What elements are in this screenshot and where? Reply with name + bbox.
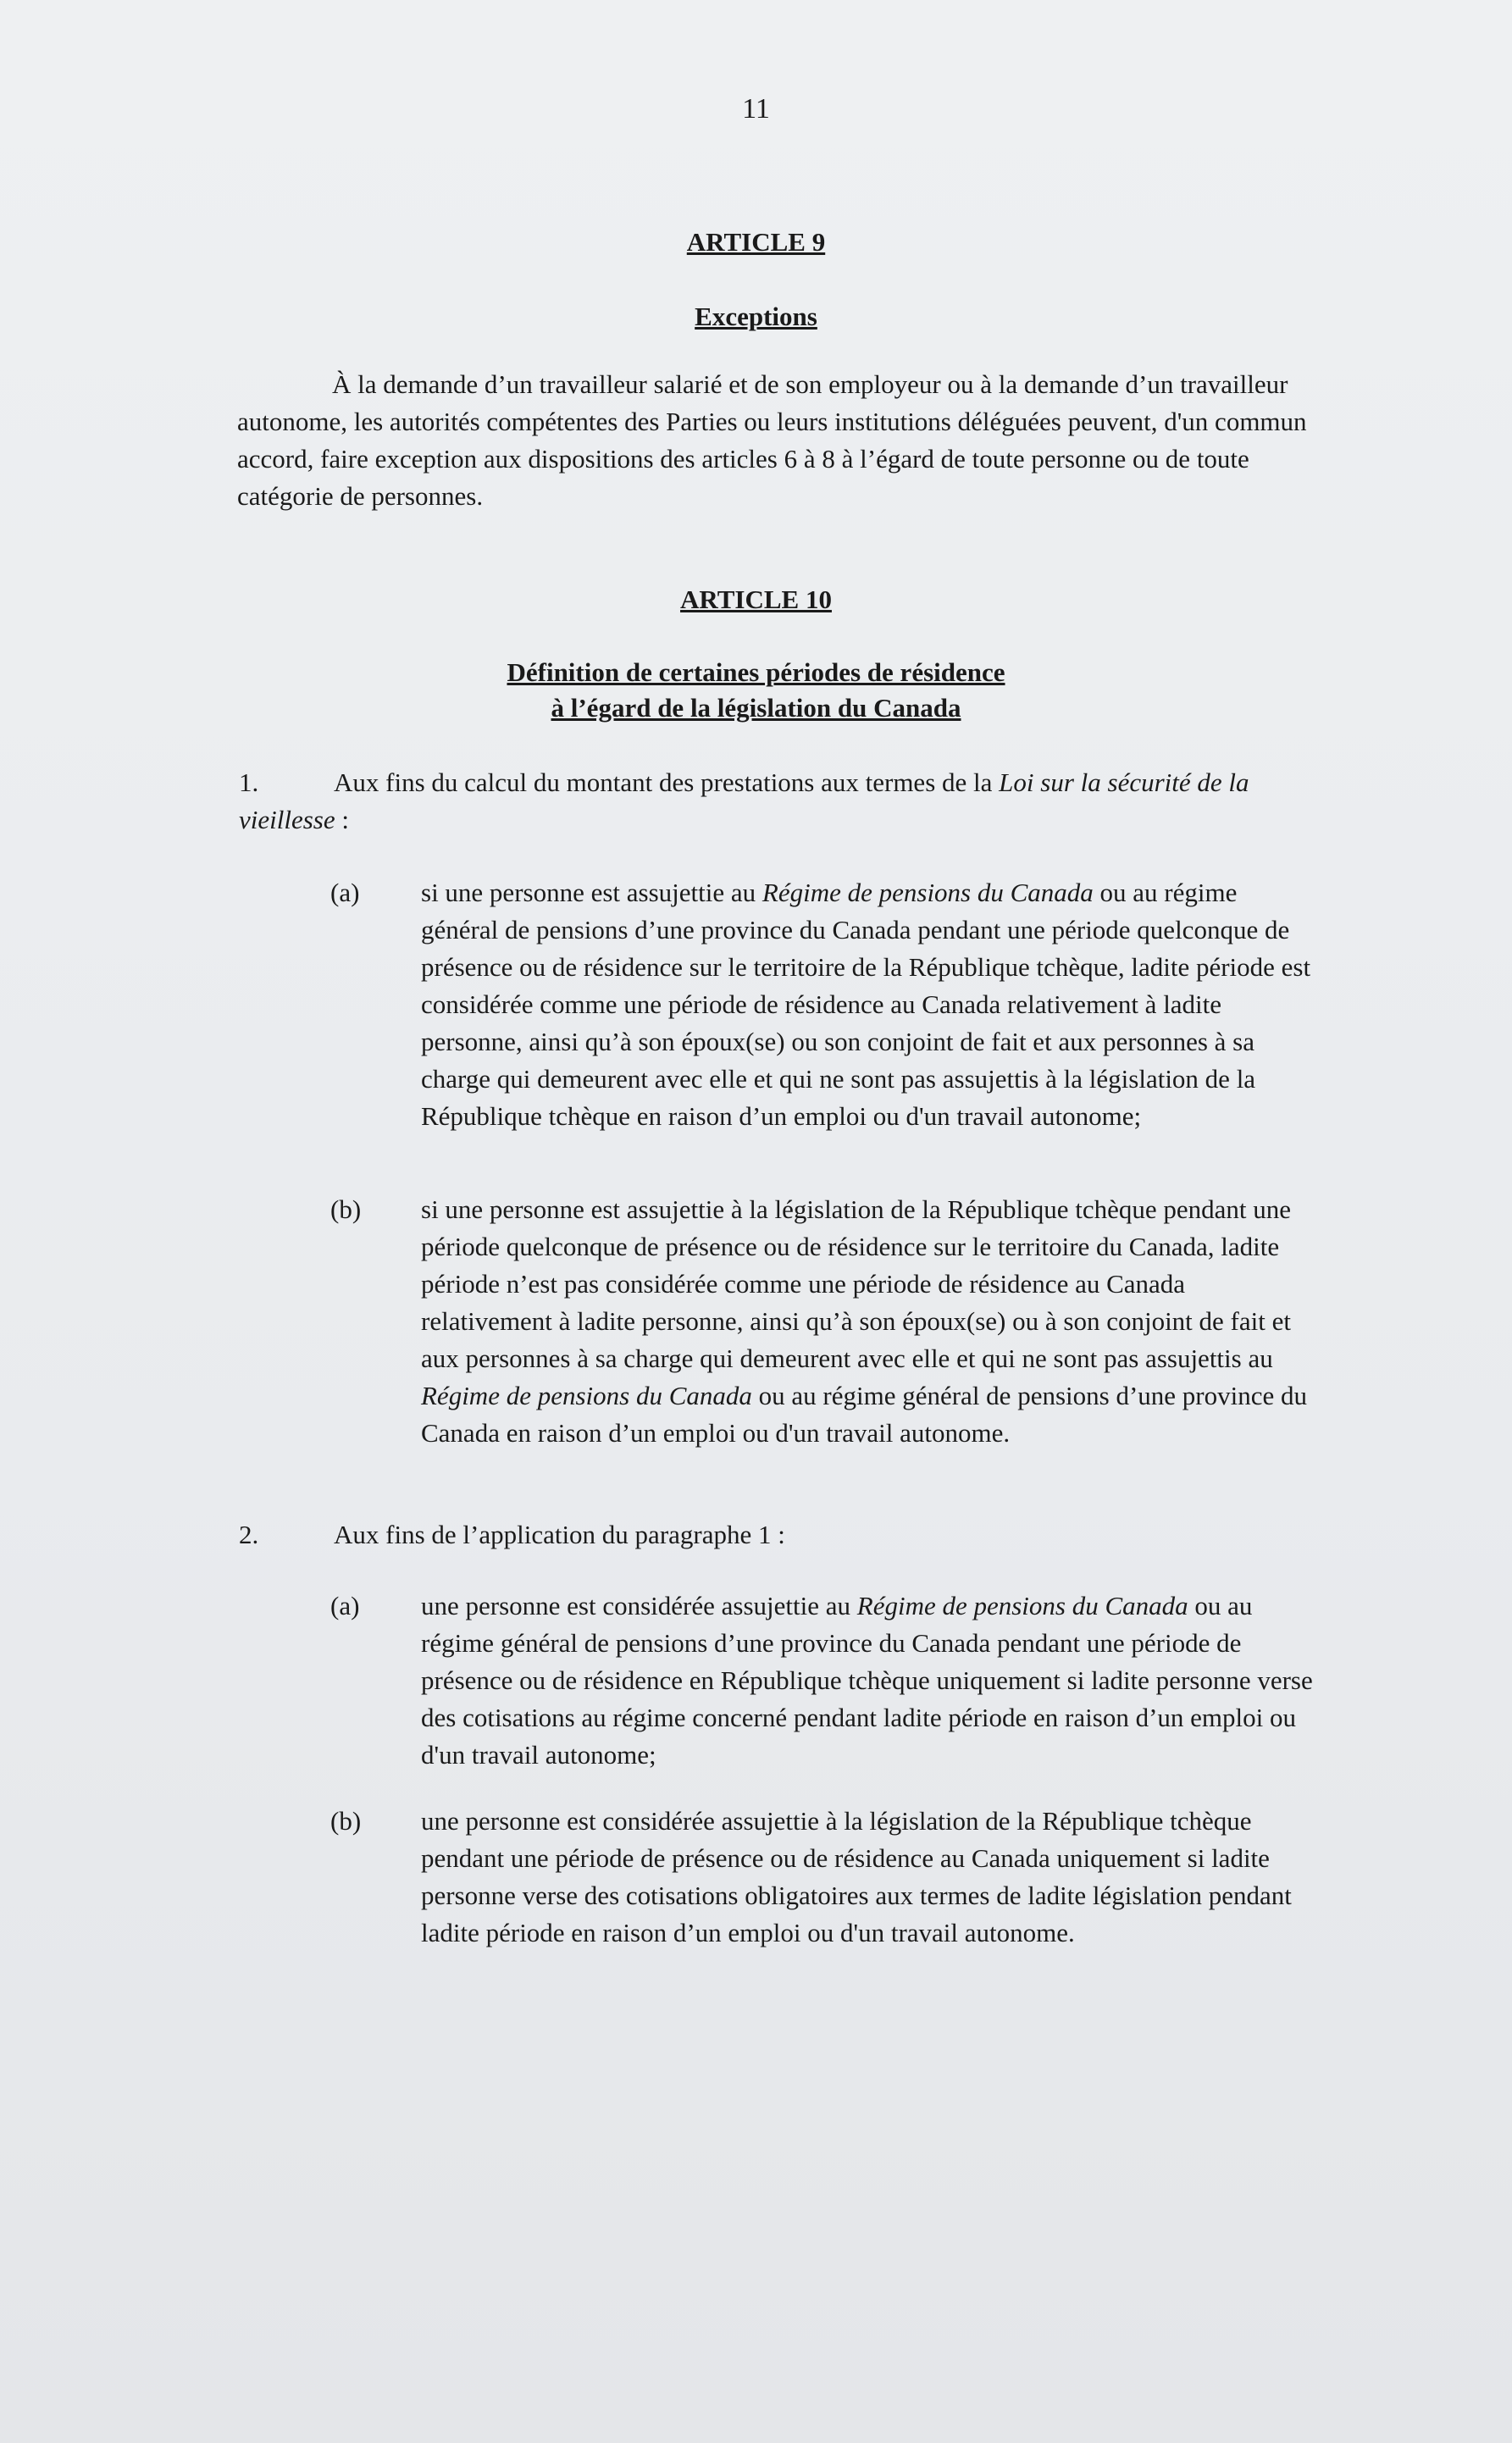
paragraph-1a-label: (a) [330, 878, 360, 907]
paragraph-2b-label: (b) [330, 1806, 362, 1836]
paragraph-1-number: 1. [239, 767, 259, 797]
article-9-body: À la demande d’un travailleur salarié et de son employeur ou à la demande d’un travailleur autonome, les autorités compétentes des Parties ou leurs institutions déléguées peuvent, d'un commun accord, faire exception aux dispositions des articles 6 à 8 à l’égard de toute personne ou de toute catégorie de personnes. [237, 369, 1307, 511]
article-9-heading: ARTICLE 9 [686, 227, 826, 257]
paragraph-1b-label: (b) [330, 1194, 362, 1224]
page-number: 11 [742, 93, 770, 125]
paragraph-2-number: 2. [239, 1520, 259, 1549]
paragraph-2-lead: Aux fins de l’application du paragraphe 1 : [334, 1520, 785, 1549]
paragraph-2b-text: une personne est considérée assujettie à la législation de la République tchèque pendant une période de présence ou de résidence au Canada uniquement si ladite personne verse des cotisations obligatoires aux termes de ladite législation pendant ladite période en raison d’un emploi ou d'un travail autonome. [421, 1806, 1292, 1947]
article-10-title-line1: Définition de certaines périodes de résidence [507, 657, 1005, 687]
article-10-title-line2: à l’égard de la législation du Canada [551, 693, 961, 723]
article-9-title: Exceptions [695, 302, 817, 331]
article-10-heading: ARTICLE 10 [680, 584, 832, 614]
paragraph-1b-text: si une personne est assujettie à la législation de la République tchèque pendant une période quelconque de présence ou de résidence sur le territoire du Canada, ladite période n’est pas considérée comme une période de résidence au Canada relativement à ladite personne, ainsi qu’à son époux(se) ou à son conjoint de fait et aux personnes à sa charge qui demeurent avec elle et qui ne sont pas assujettis au Régime de pensions du Canada ou au régime général de pensions d’une province du Canada en raison d’un emploi ou d'un travail autonome. [421, 1194, 1307, 1448]
paragraph-2a-text: une personne est considérée assujettie au Régime de pensions du Canada ou au régime général de pensions d’une province du Canada pendant une période de présence ou de résidence en République tchèque uniquement si ladite personne verse des cotisations au régime concerné pendant ladite période en raison d’un emploi ou d'un travail autonome; [421, 1591, 1313, 1770]
paragraph-1-lead: Aux fins du calcul du montant des prestations aux termes de la Loi sur la sécurité de la vieillesse : [239, 767, 1249, 834]
paragraph-1a-text: si une personne est assujettie au Régime de pensions du Canada ou au régime général de pensions d’une province du Canada pendant une période quelconque de présence ou de résidence sur le territoire de la République tchèque, ladite période est considérée comme une période de résidence au Canada relativement à ladite personne, ainsi qu’à son époux(se) ou son conjoint de fait et aux personnes à sa charge qui demeurent avec elle et qui ne sont pas assujettis à la législation de la République tchèque en raison d’un emploi ou d'un travail autonome; [421, 878, 1311, 1131]
paragraph-2a-label: (a) [330, 1591, 360, 1620]
